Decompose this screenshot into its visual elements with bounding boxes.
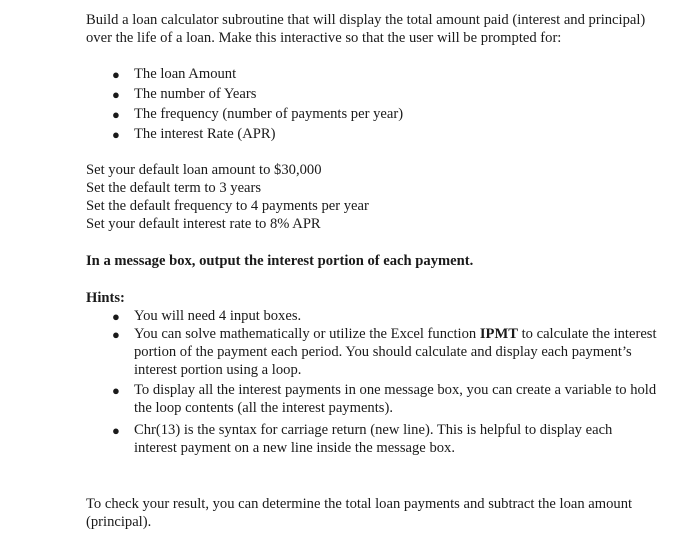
hint-ipmt-pre: You can solve mathematically or utilize the Excel function (134, 326, 480, 342)
hint-chr13-line-2: interest payment on a new line inside the message box. (134, 440, 455, 456)
prompt-item-years: The number of Years (134, 86, 257, 102)
bullet-icon: ● (112, 309, 120, 324)
list-item (0, 66, 700, 84)
prompt-item-frequency: The frequency (number of payments per year) (134, 106, 404, 122)
default-loan-amount: Set your default loan amount to $30,000 (86, 162, 322, 178)
intro-line-1: Build a loan calculator subroutine that will display the total amount paid (interest and principal) (86, 12, 646, 28)
hint-ipmt-post: to calculate the interest (517, 326, 657, 342)
hint-ipmt-line-3: interest portion using a loop. (134, 362, 302, 378)
prompt-item-loan-amount: The loan Amount (134, 66, 237, 82)
list-item (0, 86, 700, 104)
bullet-icon: ● (112, 383, 120, 398)
closing-line-1: To check your result, you can determine the total loan payments and subtract the loan amount (86, 496, 633, 512)
bullet-icon: ● (112, 87, 120, 102)
list-item (0, 308, 700, 326)
hint-ipmt-line-1 (134, 326, 657, 344)
prompt-item-rate: The interest Rate (APR) (134, 126, 276, 142)
hint-variable-line-1: To display all the interest payments in one message box, you can create a variable to hold (134, 382, 657, 398)
list-item (0, 126, 700, 144)
hint-chr13-line-1: Chr(13) is the syntax for carriage return (new line). This is helpful to display each (134, 422, 613, 438)
list-item (0, 382, 700, 418)
ipmt-function-name: IPMT (479, 326, 518, 342)
hint-input-boxes: You will need 4 input boxes. (134, 308, 302, 324)
bullet-icon: ● (112, 107, 120, 122)
default-frequency: Set the default frequency to 4 payments per year (86, 198, 369, 214)
list-item (0, 106, 700, 124)
list-item (0, 422, 700, 458)
hint-variable-line-2: the loop contents (all the interest payments). (134, 400, 393, 416)
list-item (0, 326, 700, 380)
intro-line-2: over the life of a loan. Make this interactive so that the user will be prompted for: (86, 30, 562, 46)
bullet-icon: ● (112, 127, 120, 142)
bullet-icon: ● (112, 423, 120, 438)
bullet-icon: ● (112, 67, 120, 82)
bullet-icon: ● (112, 327, 120, 342)
instruction-text: In a message box, output the interest portion of each payment. (86, 253, 474, 269)
default-rate: Set your default interest rate to 8% APR (86, 216, 321, 232)
hints-heading: Hints: (86, 290, 125, 306)
default-term: Set the default term to 3 years (86, 180, 262, 196)
hint-ipmt-line-2: portion of the payment each period. You should calculate and display each payment’s (134, 344, 632, 360)
closing-line-2: (principal). (86, 514, 152, 530)
